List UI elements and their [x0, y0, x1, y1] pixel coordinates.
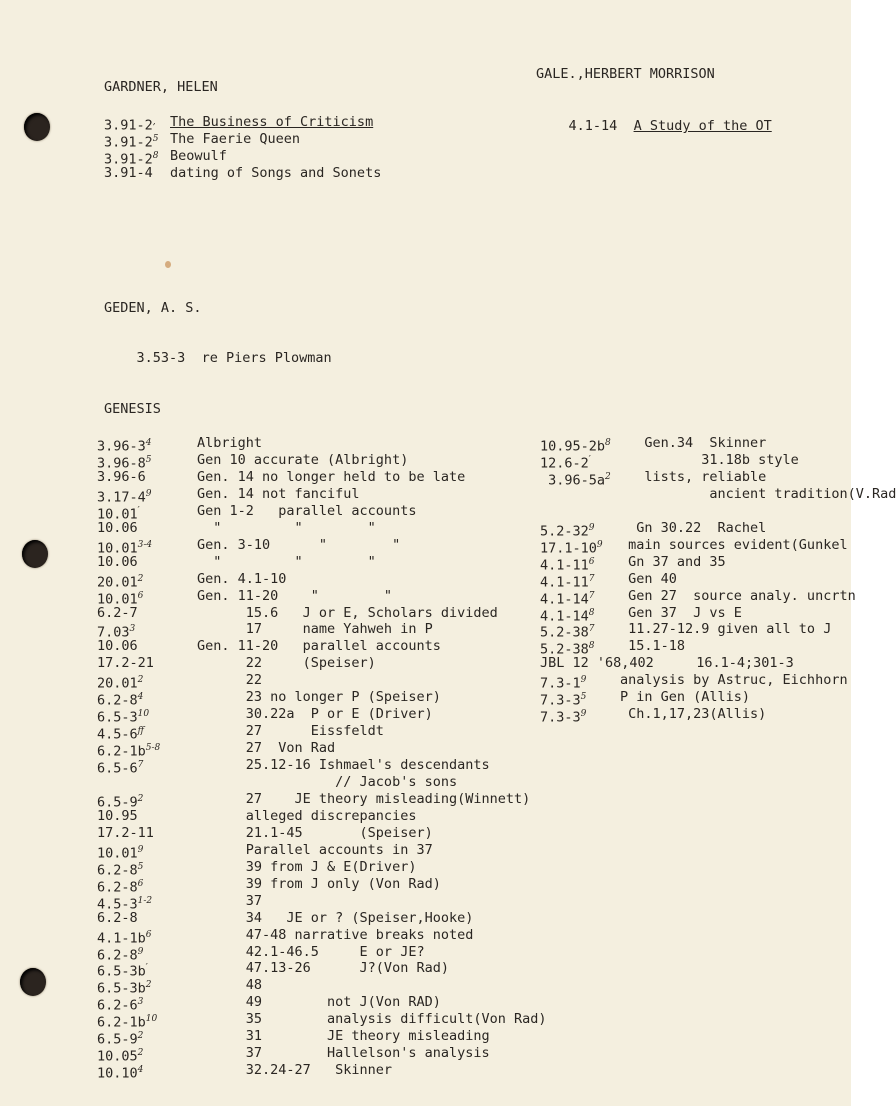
genesis-left-entry-ref: 3.96-6: [97, 468, 146, 485]
genesis-right-entry-text: Gn 37 and 35: [620, 553, 726, 570]
genesis-right-entry-ref: 5.2-38: [540, 641, 589, 658]
genesis-left-entry-ref: 4.5-3: [97, 896, 138, 913]
genesis-left-entry-text: 17 name Yahweh in P: [197, 621, 433, 638]
genesis-left-entry-ref: 6.5-9: [97, 794, 138, 811]
genesis-right-entry-handwritten-note: 7: [588, 590, 595, 601]
genesis-left-entry-ref: 4.1-1b: [97, 930, 146, 947]
genesis-left-entry-ref: 3.96-3: [97, 438, 146, 455]
genesis-left-entry-text: 27 JE theory misleading(Winnett): [197, 790, 531, 807]
genesis-right-entry-ref: 7.3-3: [540, 692, 581, 709]
geden-title: re Piers Plowman: [201, 350, 332, 366]
genesis-left-entry-ref: 10.06: [97, 519, 138, 536]
genesis-left-entry-ref: 6.2-8: [97, 947, 138, 963]
genesis-left-entry-text: Parallel accounts in 37: [197, 841, 433, 858]
genesis-right-entry-handwritten-note: 6: [588, 556, 595, 567]
genesis-left-entry-ref: 6.2-8: [97, 909, 138, 926]
genesis-left-entry-ref: 6.2-1b: [97, 743, 146, 760]
genesis-right-entry-ref: 7.3-1: [540, 675, 581, 692]
genesis-right-entry-handwritten-note: 9: [580, 675, 587, 686]
genesis-left-entry: [97, 808, 138, 825]
genesis-left-entry-text: 32.24-27 Skinner: [197, 1062, 393, 1079]
genesis-left-entry-text: 37: [197, 892, 263, 909]
genesis-left-entry-handwritten-note: 5: [137, 861, 144, 872]
genesis-left-entry: [97, 655, 154, 672]
genesis-left-entry-handwritten-note: 2: [145, 980, 152, 991]
punch-hole-bottom: [20, 968, 46, 996]
genesis-left-entry-handwritten-note: 6: [137, 878, 144, 889]
genesis-right-entry-text: lists, reliable: [620, 468, 767, 485]
geden-entry: [104, 333, 332, 384]
genesis-left-entry-handwritten-note: ′: [137, 505, 140, 516]
gardner-heading: GARDNER, HELEN: [104, 79, 218, 95]
genesis-left-entry-text: 23 no longer P (Speiser): [197, 689, 441, 706]
genesis-right-entry-text: Gn 30.22 Rachel: [620, 519, 767, 536]
genesis-left-entry-handwritten-note: 3: [137, 997, 144, 1008]
genesis-left-entry-text: 15.6 J or E, Scholars divided: [197, 604, 498, 621]
genesis-right-entry-text: 15.1-18: [620, 638, 686, 655]
genesis-left-entry-handwritten-note: 6: [137, 590, 144, 601]
genesis-left-entry-text: 39 from J & E(Driver): [197, 858, 417, 875]
genesis-left-entry-ref: 6.2-6: [97, 997, 138, 1014]
genesis-right-entry-handwritten-note: 7: [588, 624, 595, 635]
stain-spot: [165, 261, 171, 268]
gale-title: A Study of the OT: [633, 118, 772, 134]
genesis-right-entry-handwritten-note: 9: [588, 522, 595, 533]
genesis-left-entry-text: 42.1-46.5 E or JE?: [197, 943, 425, 960]
genesis-left-entry-text: " " ": [197, 553, 376, 570]
genesis-left-entry-handwritten-note: 4: [137, 1065, 144, 1076]
genesis-left-entry-text: 35 analysis difficult(Von Rad): [197, 1011, 547, 1028]
genesis-left-entry-ref: 20.01: [97, 574, 138, 591]
gale-heading: GALE.,HERBERT MORRISON: [536, 66, 715, 82]
gardner-entry: [104, 165, 153, 182]
genesis-left-entry-handwritten-note: 2: [137, 1031, 144, 1042]
genesis-left-entry-text: 22: [197, 672, 263, 689]
genesis-left-entry-ref: 10.05: [97, 1048, 138, 1065]
genesis-left-entry-ref: 4.5-6: [97, 726, 138, 743]
genesis-left-entry: [97, 638, 138, 655]
genesis-left-entry-text: 25.12-16 Ishmael's descendants: [197, 757, 490, 774]
genesis-right-entry-text: P in Gen (Allis): [620, 689, 751, 706]
genesis-left-entry: [97, 757, 143, 778]
genesis-right-entry-text: analysis by Astruc, Eichhorn: [620, 672, 848, 689]
genesis-right-entry-text: Gen 27 source analy. uncrtn: [620, 587, 856, 604]
genesis-right-entry-handwritten-note: 5: [580, 692, 587, 703]
genesis-right-entry-ref: 7.3-3: [540, 709, 581, 726]
genesis-right-entry-ref: 4.1-11: [540, 557, 589, 574]
genesis-right-entry-handwritten-note: 8: [588, 641, 595, 652]
genesis-right-entry-text: 31.18b style: [620, 451, 799, 468]
genesis-left-entry-handwritten-note: 2: [137, 573, 144, 584]
genesis-left-entry-ref: 6.5-3b: [97, 963, 146, 980]
genesis-right-entry-text: Gen 40: [620, 570, 677, 587]
genesis-left-entry-handwritten-note: ′: [145, 963, 148, 974]
genesis-left-entry-ref: 3.96-8: [97, 455, 146, 472]
genesis-left-entry-text: Gen 10 accurate (Albright): [197, 451, 409, 468]
genesis-left-entry-text: Gen. 11-20 parallel accounts: [197, 638, 441, 655]
genesis-left-entry-text: 34 JE or ? (Speiser,Hooke): [197, 909, 474, 926]
genesis-left-entry-ref: 6.2-8: [97, 692, 138, 709]
genesis-left-entry-ref: 6.2-7: [97, 604, 138, 621]
genesis-right-entry-text: 16.1-4;301-3: [680, 655, 794, 672]
genesis-left-entry-text: 39 from J only (Von Rad): [197, 875, 441, 892]
genesis-left-entry-ref: 10.95: [97, 807, 138, 824]
genesis-left-entry-ref: 17.2-11: [97, 824, 154, 841]
genesis-left-entry-text: 27 Eissfeldt: [197, 723, 384, 740]
genesis-left-entry-ref: 3.17-4: [97, 489, 146, 506]
genesis-left-entry-ref: 6.2-8: [97, 862, 138, 879]
genesis-left-entry-text: Gen. 14 not fanciful: [197, 485, 360, 502]
genesis-left-entry-handwritten-note: 5: [145, 454, 152, 465]
genesis-left-entry-ref: 6.5-3: [97, 709, 138, 726]
genesis-right-entry-handwritten-note: 9: [580, 709, 587, 720]
genesis-right-entry-text: main sources evident(Gunkel: [620, 536, 848, 553]
gardner-entry-handwritten-note: 5: [152, 134, 159, 144]
genesis-left-entry-handwritten-note: 5-8: [145, 743, 161, 754]
genesis-right-entry-ref: 12.6-2: [540, 455, 589, 472]
genesis-left-entry-handwritten-note: 9: [145, 488, 152, 499]
genesis-right-entry-text: Gen 37 J vs E: [620, 604, 742, 621]
genesis-right-entry-ref: 5.2-32: [540, 523, 589, 540]
genesis-right-entry-ref: 4.1-11: [540, 574, 589, 591]
genesis-left-entry-handwritten-note: 4: [137, 692, 144, 703]
genesis-right-entry-handwritten-note: 8: [588, 607, 595, 618]
genesis-right-entry: [540, 469, 611, 490]
gardner-entry-text: dating of Songs and Sonets: [170, 165, 382, 181]
genesis-right-entry-handwritten-note: 2: [605, 471, 611, 482]
genesis-left-entry-handwritten-note: 2: [137, 793, 144, 804]
genesis-left-entry-ref: 10.10: [97, 1065, 138, 1082]
genesis-left-entry-text: Gen. 3-10 " ": [197, 536, 401, 553]
genesis-left-entry-handwritten-note: 1-2: [137, 895, 153, 906]
gardner-entry-handwritten-note: ,: [152, 117, 156, 127]
genesis-right-entry-ref: 5.2-38: [540, 624, 589, 641]
genesis-left-entry-ref: 10.06: [97, 638, 138, 655]
genesis-left-entry-text: 27 Von Rad: [197, 740, 336, 757]
genesis-right-entry-ref: 4.1-14: [540, 591, 589, 608]
genesis-left-entry-handwritten-note: 3: [129, 624, 136, 635]
geden-heading: GEDEN, A. S.: [104, 300, 202, 316]
genesis-left-entry-text: // Jacob's sons: [197, 774, 458, 790]
genesis-left-entry-handwritten-note: 4: [145, 438, 152, 448]
genesis-right-entry-ref: 10.95-2b: [540, 438, 606, 455]
genesis-left-entry: [97, 554, 138, 571]
genesis-left-entry: [97, 825, 154, 842]
gardner-entry-ref: 3.91-2: [104, 151, 153, 168]
gardner-entry-text: Beowulf: [170, 148, 227, 164]
genesis-left-entry-handwritten-note: ff: [137, 726, 145, 737]
genesis-left-entry-ref: 20.01: [97, 675, 138, 692]
genesis-left-entry-text: 31 JE theory misleading: [197, 1028, 490, 1045]
genesis-right-entry: [540, 706, 586, 727]
genesis-left-entry-text: Albright: [197, 435, 263, 451]
genesis-left-entry-handwritten-note: 2: [137, 675, 144, 686]
genesis-left-entry-ref: 10.01: [97, 506, 138, 523]
genesis-left-entry-ref: 7.03: [97, 624, 130, 641]
genesis-left-entry-text: alleged discrepancies: [197, 807, 417, 824]
genesis-left-entry-text: 49 not J(Von RAD): [197, 994, 441, 1011]
genesis-left-entry-text: Gen. 4.1-10: [197, 570, 287, 587]
genesis-left-entry: [97, 910, 138, 927]
genesis-left-entry-handwritten-note: 7: [137, 760, 144, 771]
genesis-right-entry-ref: 17.1-10: [540, 540, 597, 557]
genesis-left-entry-ref: 17.2-21: [97, 655, 154, 672]
genesis-right-entry-ref: 4.1-14: [540, 608, 589, 624]
genesis-left-entry-text: Gen. 14 no longer held to be late: [197, 468, 466, 485]
genesis-right-entry: [540, 655, 654, 672]
gardner-entry-ref: 3.91-2: [104, 134, 153, 151]
genesis-left-entry-ref: 6.5-3b: [97, 980, 146, 997]
gardner-entry-text: The Faerie Queen: [170, 131, 301, 147]
genesis-left-entry-ref: 10.01: [97, 591, 138, 608]
genesis-left-entry-handwritten-note: 2: [137, 1048, 144, 1059]
genesis-left-entry: [97, 605, 138, 622]
genesis-left-entry-text: 22 (Speiser): [197, 655, 376, 672]
genesis-heading: GENESIS: [104, 401, 161, 417]
genesis-left-entry-ref: 10.06: [97, 553, 138, 570]
genesis-left-entry-handwritten-note: 3-4: [137, 539, 153, 550]
genesis-right-entry-handwritten-note: ′: [588, 454, 591, 465]
genesis-left-entry-text: 47-48 narrative breaks noted: [197, 926, 474, 943]
genesis-left-entry: [97, 520, 138, 537]
gardner-entry-ref: 3.91-4: [104, 165, 153, 181]
genesis-left-entry-handwritten-note: 9: [137, 844, 144, 855]
genesis-left-entry-ref: 6.5-9: [97, 1031, 138, 1048]
genesis-left-entry-text: Gen. 11-20 " ": [197, 587, 393, 604]
genesis-left-entry-text: 47.13-26 J?(Von Rad): [197, 960, 449, 977]
genesis-left-entry-handwritten-note: 10: [137, 709, 150, 720]
genesis-left-entry-handwritten-note: 9: [137, 946, 144, 957]
gardner-entry-ref: 3.91-2: [104, 117, 153, 134]
genesis-left-entry-ref: 6.5-6: [97, 760, 138, 777]
genesis-right-entry-text: Gen.34 Skinner: [620, 435, 767, 451]
genesis-left-entry: [97, 469, 146, 486]
genesis-left-entry-ref: 10.01: [97, 845, 138, 862]
genesis-left-entry-text: 37 Hallelson's analysis: [197, 1045, 490, 1062]
genesis-left-entry-handwritten-note: 6: [145, 929, 152, 940]
genesis-left-entry: [97, 1062, 143, 1083]
genesis-left-entry-ref: 6.2-8: [97, 879, 138, 896]
gale-entry: [536, 101, 772, 152]
punch-hole-middle: [22, 540, 48, 568]
geden-ref: 3.53-3: [136, 350, 186, 366]
genesis-right-entry-text: Ch.1,17,23(Allis): [620, 706, 767, 723]
gale-ref: 4.1-14: [568, 118, 618, 134]
genesis-left-entry-handwritten-note: 10: [145, 1014, 158, 1025]
gardner-entry-text: The Business of Criticism: [170, 114, 374, 130]
genesis-right-entry-ref: 3.96-5a: [540, 472, 606, 489]
genesis-left-entry-text: " " ": [197, 519, 376, 536]
punch-hole-top: [24, 113, 50, 141]
genesis-right-entry-ref: JBL 12 '68,402: [540, 655, 654, 672]
genesis-right-entry-text: 11.27-12.9 given all to J: [620, 621, 832, 638]
genesis-right-entry-handwritten-note: 7: [588, 573, 595, 584]
genesis-right-entry-handwritten-note: 8: [605, 438, 611, 448]
genesis-left-entry-text: Gen 1-2 parallel accounts: [197, 502, 417, 519]
genesis-left-entry-ref: 6.2-1b: [97, 1014, 146, 1031]
genesis-right-entry-handwritten-note: 9: [596, 539, 603, 550]
genesis-right-entry-text: ancient tradition(V.Rad: [620, 485, 896, 502]
genesis-left-entry-text: 21.1-45 (Speiser): [197, 824, 433, 841]
genesis-left-entry-text: 48: [197, 977, 263, 994]
gardner-entry-handwritten-note: 8: [152, 151, 159, 161]
genesis-left-entry-ref: 10.01: [97, 540, 138, 557]
genesis-left-entry-text: 30.22a P or E (Driver): [197, 706, 433, 723]
